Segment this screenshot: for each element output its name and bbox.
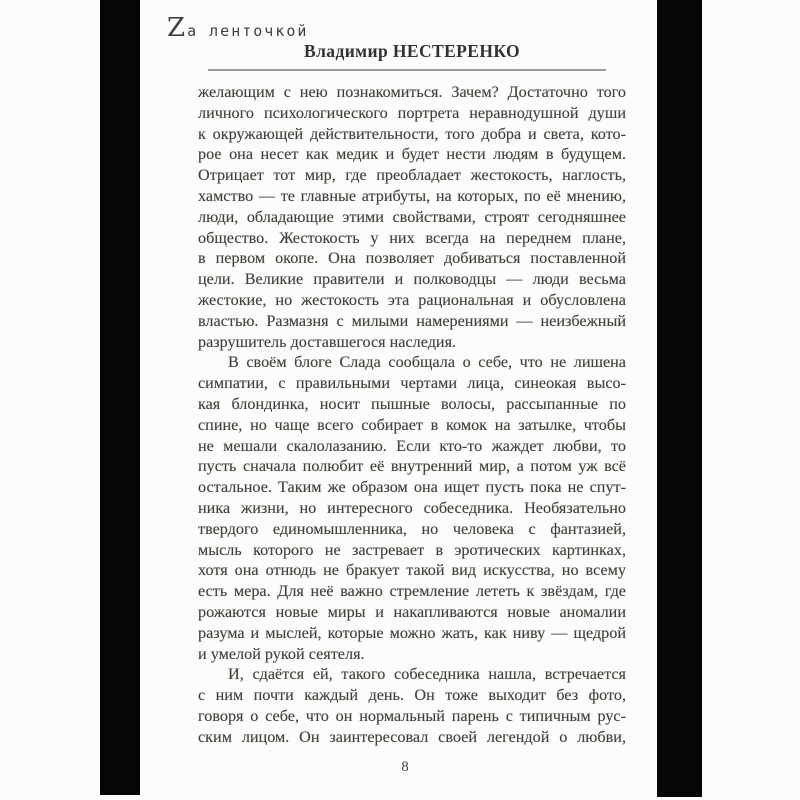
- text-line: разрушитель доставшегося наследия.: [198, 332, 457, 351]
- text-line: кая блондинка, носит пышные волосы, рассыпанные по: [198, 394, 626, 413]
- text-line: рое она несет как медик и будет нести людям в будущем.: [198, 145, 626, 164]
- author-name: Владимир НЕСТЕРЕНКО: [304, 41, 520, 61]
- text-line: хотя она отнюдь не бракует такой вид искусства, но всему: [198, 561, 626, 580]
- text-line: и умелой рукой сеятеля.: [198, 644, 365, 663]
- text-line: остальное. Таким же образом она ищет пусть пока не спут-: [198, 478, 626, 497]
- text-line: И, сдаётся ей, такого собеседника нашла, встречается: [228, 665, 626, 684]
- text-line: есть мера. Для неё важно стремление лететь к звёздам, где: [198, 582, 626, 601]
- text-line: спине, но чаще всего собирает в комок на затылке, чтобы: [198, 415, 626, 434]
- text-line: симпатии, с правильными чертами лица, синеокая высо-: [198, 374, 626, 393]
- scan-film-bar-left: [100, 0, 140, 795]
- text-line: цели. Великие правители и полководцы — люди весьма: [198, 270, 626, 289]
- text-line: ским лицом. Он заинтересовал своей легендой о любви,: [198, 727, 626, 746]
- text-line: люди, обладающие этими свойствами, строят сегодняшнее: [198, 207, 626, 226]
- scan-film-bar-right: [657, 0, 702, 797]
- text-line: В своём блоге Слада сообщала о себе, что не лишена: [228, 353, 626, 372]
- body-text: [198, 82, 626, 748]
- text-line: желающим с нею познакомиться. Зачем? Достаточно того: [198, 83, 626, 101]
- text-line: жестокие, но жестокость эта рациональная и обусловлена: [198, 290, 626, 309]
- text-line: личного психологического портрета неравнодушной души: [198, 103, 626, 122]
- text-line: ника жизни, но интересного собеседника. Необязательно: [198, 498, 626, 517]
- text-line: Отрицает тот мир, где преобладает жестокость, наглость,: [198, 166, 626, 185]
- text-line: общество. Жестокость у них всегда на переднем плане,: [198, 228, 626, 247]
- page-number: 8: [401, 759, 409, 775]
- header-divider: [208, 69, 606, 71]
- text-line: в первом окопе. Она позволяет добиваться поставленной: [198, 249, 626, 268]
- text-line: говоря о себе, что он нормальный парень с типичным рус-: [198, 706, 626, 725]
- paragraph: [198, 82, 626, 352]
- paragraph: [198, 664, 626, 747]
- paragraph: [198, 352, 626, 664]
- text-line: властью. Размазня с милыми намерениями — неизбежный: [198, 311, 626, 330]
- text-line: пусть сначала полюбит её внутренний мир, а потом уж всё: [198, 457, 626, 476]
- series-title: Zа ленточкой: [167, 13, 309, 43]
- text-line: разума и мыслей, которые можно жать, как ниву — щедрой: [198, 623, 626, 642]
- text-line: мысль которого не застревает в эротических картинках,: [198, 540, 626, 559]
- text-line: не мешали скалолазанию. Если кто-то жаждет любви, то: [198, 436, 626, 455]
- text-line: с ним почти каждый день. Он тоже выходит без фото,: [198, 686, 626, 705]
- text-line: к окружающей действительности, того добра и света, кото-: [198, 124, 626, 143]
- text-line: рожаются новые миры и накапливаются новые аномалии: [198, 602, 626, 621]
- text-line: хамство — те главные атрибуты, на которых, по её мнению,: [198, 186, 626, 205]
- text-line: твердого единомышленника, но человека с фантазией,: [198, 519, 626, 538]
